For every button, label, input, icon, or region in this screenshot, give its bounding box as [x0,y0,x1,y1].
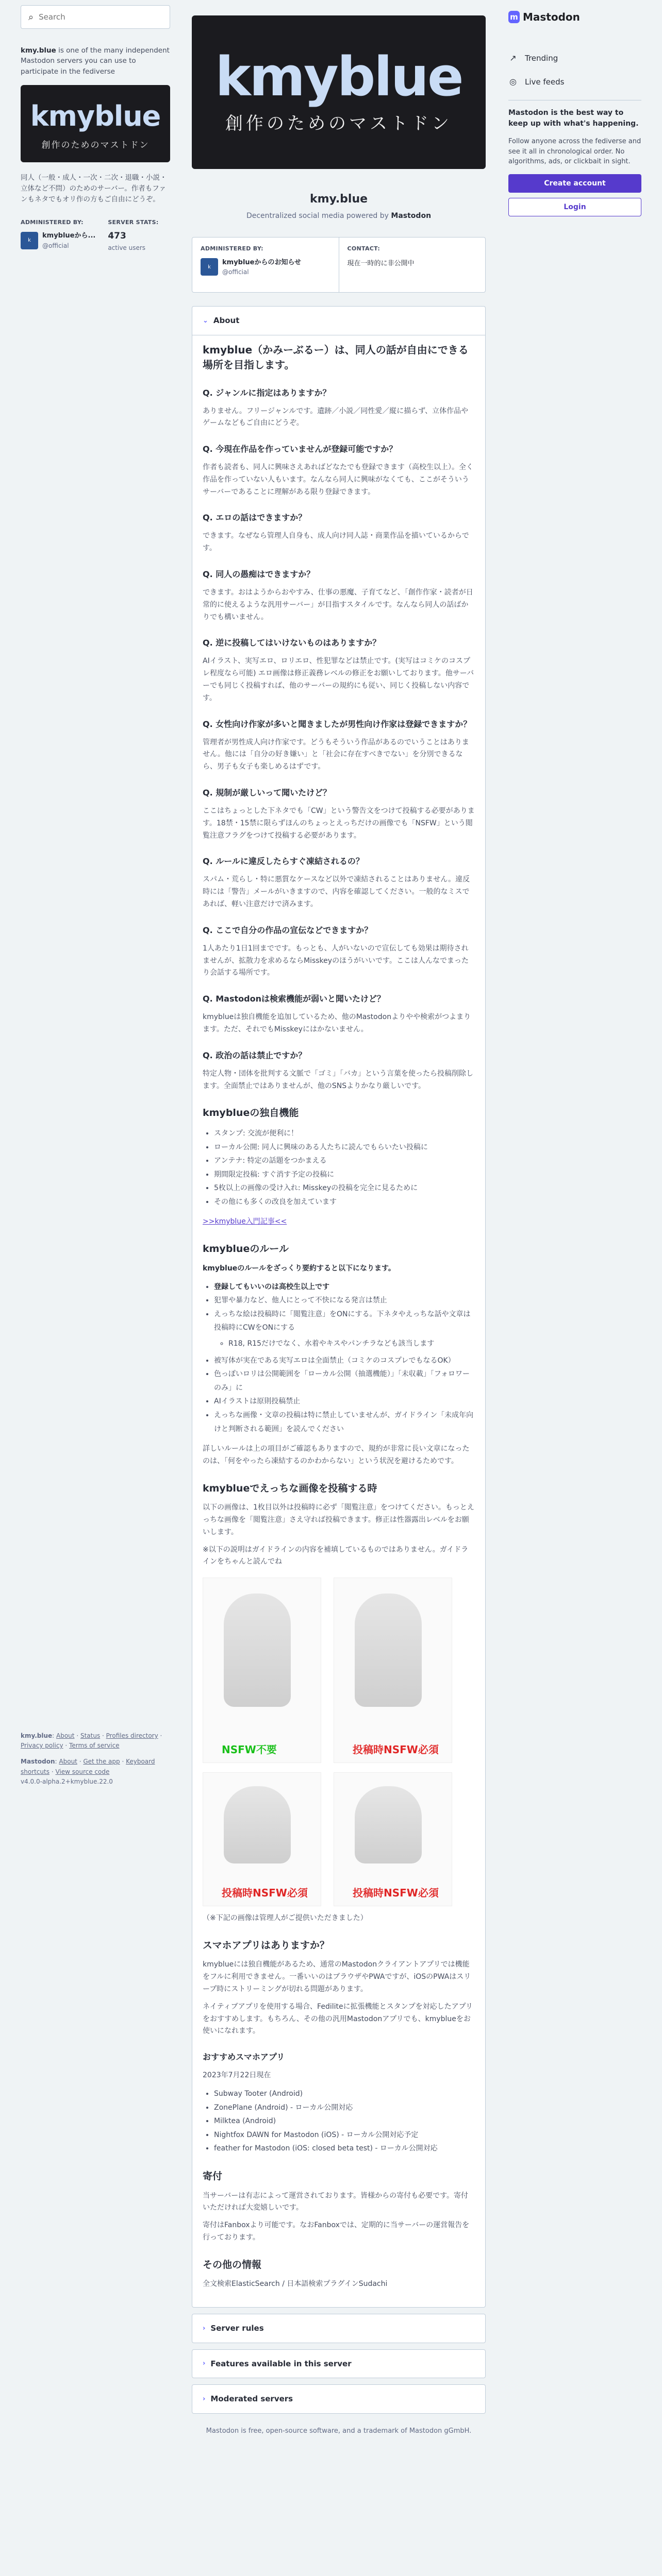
list-item: • その他にも多くの改良を加えています [214,1195,475,1209]
mastodon-icon: m [508,11,520,23]
about-title: kmyblue（かみーぶるー）は、同人の話が自由にできる場所を目指します。 [203,343,469,371]
list-item: • 犯罪や暴力など、他人にとって不快になる発言は禁止 [214,1294,475,1308]
mastodon-link[interactable]: Mastodon [391,212,432,220]
avatar: k [201,258,218,276]
nsfw-heading: kmyblueでえっちな画像を投稿する時 [203,1482,377,1494]
contact-heading: CONTACT: [347,245,380,252]
faq-question: Q. 逆に投稿してはいけないものはありますか？ [203,638,381,648]
list-item: • ZonePlane (Android) - ローカル公開対応 [214,2101,475,2115]
stats-block [108,218,158,252]
server-rules-toggle[interactable]: › Server rules [203,2324,264,2333]
search-box[interactable] [21,5,170,29]
banner-subtitle: 創作のためのマストドン [225,113,452,134]
chevron-right-icon: › [203,2324,206,2332]
globe-icon: ◎ [509,77,517,87]
admin-and-stats [21,218,170,252]
list-item: • えっちな絵は投稿時に「閲覧注意」をONにする。下ネタやえっちな話や文章は投稿時にCWをONにする ◦ R18, R15だけでなく、水着やキスやパンチラなども該当します [214,1308,475,1351]
nav-item-trending[interactable]: ↗ Trending [508,46,641,70]
donate-paragraph: 寄付はFanboxより可能です。なおFanboxでは、定期的に当サーバーの運営報告を行っております。 [203,2221,470,2242]
example-image[interactable] [203,1578,321,1763]
admin-account[interactable] [201,258,330,277]
faq-answer: ここはちょっとした下ネタでも「CW」という警告文をつけて投稿する必要があります。18禁・15禁に限らずほんのちょっとえっちだけの画像でも「NSFW」という閲覧注意フラグをつけて投稿する必要があります。 [203,807,475,840]
faq-answer: ありません。フリージャンルです。遺跡／小説／同性愛／縦に描らず、立体作品やゲームなどもご自由にどうぞ。 [203,406,469,428]
sign-up-pitch: Mastodon is the best way to keep up with what's happening. [508,109,639,128]
list-item: • 被写体が実在である実写エロは全面禁止（コミケのコスプレでもなるOK） [214,1354,475,1368]
apps-date: 2023年7月22日現在 [203,2071,271,2080]
image-credit: （※下記の画像は管理人がご提供いただきました） [203,1914,368,1923]
faq-answer: kmyblueは独自機能を追加しているため、他のMastodonよりやや検索がつよまります。ただ、それでもMisskeyにはかないません。 [203,1013,471,1034]
footer-link-profiles[interactable]: Profiles directory [106,1732,158,1739]
list-item: • 登録してもいいのは高校生以上です [214,1280,475,1294]
admin-handle: @official [222,268,249,276]
server-description: kmy.blue is one of the many independent Mastodon servers you can use to participate in the fediverse [21,46,170,76]
nav-item-live-feeds[interactable]: ◎ Live feeds [508,70,641,94]
example-image-row [203,1772,475,1906]
faq-answer: できます。おはようからおやすみ、仕事の悪魔、子育てなど、「創作作家・読者が日常的に使えるような汎用サーバー」が目指すスタイルです。なんなら同人の話ばかりでも構いません。 [203,588,473,621]
footer-link-source[interactable]: View source code [55,1768,110,1775]
admin-heading: ADMINISTERED BY: [21,218,84,226]
about-section [192,306,486,2308]
nav-menu [508,46,641,94]
nsfw-tag: 投稿時NSFW必須 [353,1743,439,1756]
list-item: • Nightfox DAWN for Mastodon (iOS) - ローカル公開対応予定 [214,2128,475,2142]
short-description: 同人（一般・成人・一次・二次・退職・小説・立体など不問）のためのサーバー。作者もファンもネタでもオリ作の方もご自由にどうぞ。 [21,173,167,204]
footer-link-about[interactable]: About [56,1732,75,1739]
login-button[interactable]: Login [508,198,641,216]
footer-link-get-app[interactable]: Get the app [83,1758,120,1766]
list-item: • えっちな画像・文章の投稿は特に禁止していませんが、ガイドライン「未成年向けと判断される範囲」を読んでください [214,1409,475,1436]
list-item: • 5枚以上の画像の受け入れ: Misskeyの投稿を完全に見るために [214,1181,475,1195]
stats-heading: SERVER STATS: [108,218,159,226]
footer-mastodon-name: Mastodon [21,1758,55,1766]
rules-intro: kmyblueのルールをざっくり要約すると以下になります。 [203,1264,395,1273]
intro-article-link[interactable]: >>kmyblue入門記事<< [203,1217,287,1226]
example-image-row [203,1578,475,1763]
admin-block [21,218,95,252]
server-banner [192,15,486,169]
features-toggle[interactable]: › Features available in this server [203,2359,352,2368]
admin-handle: @official [42,242,69,249]
phone-heading: スマホアプリはありますか？ [203,1939,329,1951]
phone-paragraph: kmyblueには独自機能があるため、通常のMastodonクライアントアプリでは機能をフルに利用できません。一番いいのはブラウザやPWAですが、iOSのPWAはスリープ時にストリーミングが切れる問題があります。 [203,1960,471,1994]
admin-account[interactable] [21,231,95,250]
list-item: • スタンプ: 交流が便利に！ [214,1127,475,1141]
contact-cell [339,238,486,292]
about-toggle[interactable] [192,307,485,335]
server-rules-section[interactable] [192,2314,486,2343]
donate-paragraph: 当サーバーは有志によって運営されております。皆様からの寄付も必要です。寄付いただければ大変嬉しいです。 [203,2191,469,2212]
sign-up-subtext: Follow anyone across the fediverse and see it all in chronological order. No algorithms, ads, or clickbait in sight. [508,138,641,165]
features-list [214,1127,475,1209]
trending-icon: ↗ [509,53,517,63]
other-paragraph: 全文検索ElasticSearch / 日本語検索プラグインSudachi [203,2280,388,2289]
list-item: • feather for Mastodon (iOS: closed beta test) - ローカル公開対応 [214,2142,475,2156]
right-column [508,9,641,216]
create-account-button[interactable]: Create account [508,174,641,193]
admin-name: kmyblueからのお知らせ [222,258,302,266]
other-heading: その他の情報 [203,2259,262,2270]
faq-question: Q. ルールに違反したらすぐ凍結されるの？ [203,856,364,867]
faq-answer: 特定人物・団体を批判する文脈で「ゴミ」「バカ」という言葉を使ったら投稿削除します。全面禁止ではありませんが、他のSNSよりかなり厳しいです。 [203,1069,473,1090]
faq-question: Q. ここで自分の作品の宣伝などできますか？ [203,925,373,935]
nsfw-paragraph: 以下の画像は、1枚目以外は投稿時に必ず「閲覧注意」をつけてください。もっとえっちな画像を「閲覧注意」さえ守れば投稿できます。修正は性器露出レベルをお願いします。 [203,1503,474,1536]
moderated-section[interactable] [192,2384,486,2414]
server-name: kmy.blue [309,193,368,206]
list-item: • Milktea (Android) [214,2114,475,2128]
about-label: About [213,316,240,325]
nsfw-tag: 投稿時NSFW必須 [353,1887,439,1900]
faq-question: Q. 今現在作品を作っていませんが登録可能ですか？ [203,444,398,454]
powered-by: Decentralized social media powered by Mastodon [246,212,432,220]
faq-question: Q. 規制が厳しいって聞いたけど？ [203,788,332,798]
server-hero-image [21,85,170,162]
apps-heading: おすすめスマホアプリ [203,2052,285,2062]
example-image[interactable] [334,1772,452,1906]
nsfw-tag: 投稿時NSFW必須 [222,1887,308,1900]
features-section[interactable] [192,2349,486,2379]
active-users-count: 473 [108,231,126,242]
list-item: • 期間限定投稿: すぐ消す予定の投稿に [214,1168,475,1182]
center-column [192,15,486,2436]
rules-list [214,1280,475,1436]
example-image[interactable] [334,1578,452,1763]
banner-logo: kmyblue [215,45,462,109]
search-icon: ⌕ [28,11,34,23]
apps-list [214,2087,475,2156]
faq-question: Q. ジャンルに指定はありますか？ [203,387,331,398]
faq-question: Q. 女性向け作家が多いと聞きましたが男性向け作家は登録できますか？ [203,719,472,729]
moderated-toggle[interactable]: › Moderated servers [203,2394,293,2403]
faq-question: Q. 政治の話は禁止ですか？ [203,1050,307,1060]
left-column [21,5,170,252]
chevron-right-icon: › [203,2360,206,2367]
search-input[interactable] [39,12,162,22]
footer-link-mastodon-about[interactable]: About [59,1758,77,1766]
contact-box [192,237,486,293]
donate-heading: 寄付 [203,2171,223,2182]
left-footer: kmy.blue: About · Status · Profiles directory · Privacy policy · Terms of service Mastodon: About · Get the app · Keyboard shortcuts · View source code v4.0.0-alpha.2+kmyblue.22.0 [21,1731,170,1793]
faq-answer: スパム・荒らし・特に悪質なケースなど以外で凍結されることはありません。違反時には「警告」メールがいきますので、内容を確認してください。一般的なミスであれば、軽い注意だけで済みます。 [203,875,470,909]
footer-link-privacy[interactable]: Privacy policy [21,1742,63,1750]
avatar: k [21,232,38,249]
rules-heading: kmyblueのルール [203,1243,289,1255]
faq-answer: 作者も読者も、同人に興味さえあればどなたでも登録できます（高校生以上）。全く作品を作っていない人もいます。なんなら同人に興味がなくても、ここがそういうサーバーであることに理解がある限り登録できます。 [203,463,473,496]
faq-question: Q. Mastodonは検索機能が弱いと聞いたけど？ [203,994,385,1004]
list-item: • Subway Tooter (Android) [214,2087,475,2101]
list-item: • ローカル公開: 同人に興味のある人たちに読んでもらいたい投稿に [214,1141,475,1155]
faq-answer: 管理者が男性成人向け作家です。どうもそういう作品があるのでいうことはありません。他には「自分の好き嫌い」と「社会に存在すべきでない」を分別できるなら、男子も女子も楽しめるはずです。 [203,738,469,771]
faq-answer: AIイラスト、実写エロ、ロリエロ、性犯罪などは禁止です。(実写はコミケのコスプレ程度なら可能) エロ画像は修正義務レベルの修正をお願いしております。他サーバーでも同じく投稿すれば、他のサーバーの規約にも従い、同じく投稿しない内容です。 [203,657,474,702]
phone-paragraph: ネイティブアプリを使用する場合、Fediliteに拡張機能とスタンプを対応したアプリをおすすめします。もちろん、その他の汎用Mastodonアプリでも、kmyblueをお使いになれます。 [203,2002,473,2036]
faq-answer: できます。なぜなら管理人自身も、成人向け同人誌・商業作品を描いているからです。 [203,532,469,553]
rules-footer: 詳しいルールは上の項目がご確認もありますので、規約が非常に長い文章になったのは、「何をやったら凍結するのかわからない」という状況を避けるためです。 [203,1445,470,1465]
example-image[interactable] [203,1772,321,1906]
admin-heading: ADMINISTERED BY: [201,245,263,252]
footer-link-terms[interactable]: Terms of service [69,1742,120,1750]
list-item: • 色っぽいロリは公開範囲を「ローカル公開（抽選機能）」「未収載」「フォロワーのみ」に [214,1367,475,1395]
version-text: v4.0.0-alpha.2+kmyblue.22.0 [21,1777,113,1785]
faq-question: Q. エロの話はできますか？ [203,513,307,523]
admin-name: kmyblueから... [42,232,96,240]
hero-subtitle: 創作のためのマストドン [41,140,150,150]
nsfw-note: ※以下の説明はガイドラインの内容を補填しているものではありません。ガイドラインをちゃんと読んでね [203,1545,469,1566]
about-body [192,335,485,2308]
faq-question: Q. 同人の愚痴はできますか？ [203,569,315,580]
hero-logo: kmyblue [30,99,161,132]
mastodon-logo[interactable]: m Mastodon [508,9,641,25]
features-heading: kmyblueの独自機能 [203,1107,299,1119]
chevron-right-icon: › [203,2395,206,2403]
list-item: • アンテナ: 特定の話題をつかまえる [214,1154,475,1168]
footer-link-shortcuts[interactable]: Keyboard shortcuts [21,1758,155,1775]
nsfw-tag: NSFW不要 [222,1743,277,1756]
chevron-down-icon: ⌄ [203,316,208,325]
contact-value: 現在一時的に非公開中 [347,259,415,267]
center-footer: Mastodon is free, open-source software, and a trademark of Mastodon gGmbH. [206,2427,472,2435]
admin-cell [192,238,339,292]
faq-answer: 1人あたり1日1回までです。もっとも、人がいないので宣伝しても効果は期待されませんが、拡散力を求めるならMisskeyのほうがいいです。ここは人んなでまったり会話する場所です。 [203,944,469,977]
footer-server-name: kmy.blue [21,1732,53,1739]
list-item: • AIイラストは原則投稿禁止 [214,1395,475,1409]
footer-link-status[interactable]: Status [80,1732,101,1739]
list-item: ◦ R18, R15だけでなく、水着やキスやパンチラなども該当します [228,1337,475,1351]
active-users-label: active users [108,244,146,251]
